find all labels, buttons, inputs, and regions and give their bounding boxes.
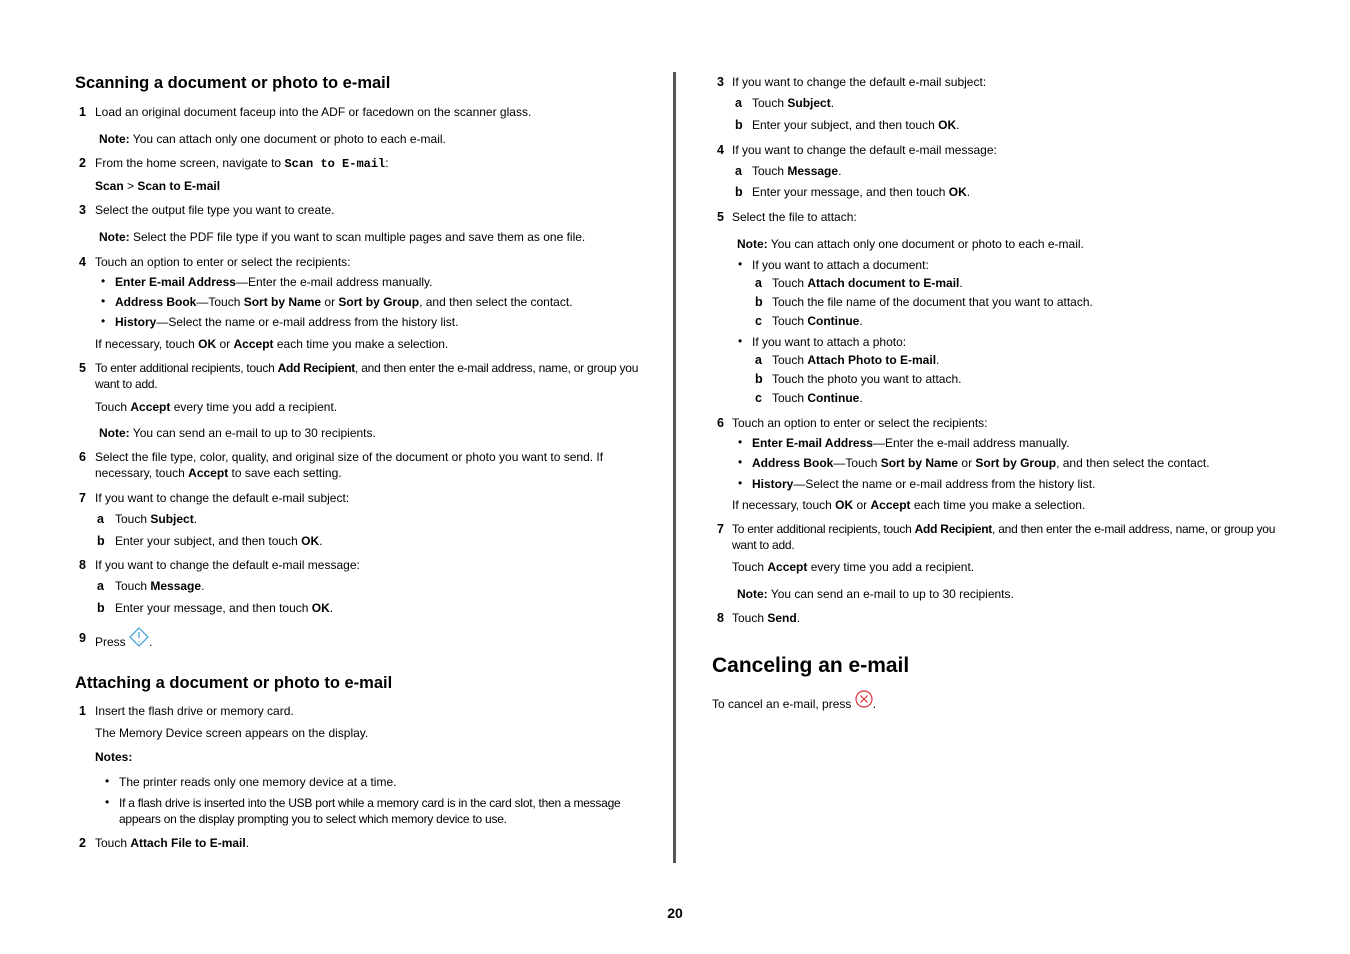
r-step-3b-text: Enter your subject, and then touch OK. <box>752 118 960 132</box>
r-step-3a-text: Touch Subject. <box>752 96 835 110</box>
option-enter-email: Enter E-mail Address—Enter the e-mail address manually. <box>115 275 433 289</box>
note-3: Note: Select the PDF file type if you want to scan multiple pages and save them as one file. <box>99 230 586 244</box>
attach-photo-c: Touch Continue. <box>772 391 863 405</box>
cancel-instruction: To cancel an e-mail, press . <box>712 690 876 708</box>
attach-doc-c: Touch Continue. <box>772 314 863 328</box>
attach-doc-a: Touch Attach document to E-mail. <box>772 276 963 290</box>
substep-letter: b <box>755 295 763 309</box>
substep-letter: a <box>755 276 762 290</box>
substep-letter: a <box>755 353 762 367</box>
step-2-text: From the home screen, navigate to Scan to E-mail: <box>95 156 389 171</box>
substep-letter: b <box>97 601 105 615</box>
column-divider <box>673 72 676 863</box>
notes-item-2: If a flash drive is inserted into the USB port while a memory card is in the card slot, then a message appears on the display prompting you to select which memory device to use. <box>119 796 621 826</box>
step-number: 5 <box>79 361 86 375</box>
step-number: 1 <box>79 105 86 119</box>
attach-photo-b: Touch the photo you want to attach. <box>772 372 962 386</box>
step-number: 8 <box>717 611 724 625</box>
step-number: 1 <box>79 704 86 718</box>
r-touch-accept-text: Touch Accept every time you add a recipient. <box>732 560 975 574</box>
bullet: • <box>738 476 743 490</box>
if-necessary-text: If necessary, touch OK or Accept each time you make a selection. <box>95 337 449 351</box>
bullet: • <box>105 774 110 788</box>
bullet: • <box>738 435 743 449</box>
substep-letter: c <box>755 391 762 405</box>
r-step-3-text: If you want to change the default e-mail subject: <box>732 75 987 89</box>
r-option-address-book: Address Book—Touch Sort by Name or Sort by Group, and then select the contact. <box>752 456 1210 470</box>
r-note-5: Note: You can attach only one document or photo to each e-mail. <box>737 237 1084 251</box>
cancel-icon <box>855 690 873 708</box>
step-number: 3 <box>79 203 86 217</box>
canceling-email-heading: Canceling an e-mail <box>712 654 910 677</box>
touch-accept-text: Touch Accept every time you add a recipient. <box>95 400 338 414</box>
option-address-book: Address Book—Touch Sort by Name or Sort by Group, and then select the contact. <box>115 295 573 309</box>
navigation-path: Scan > Scan to E-mail <box>95 179 221 193</box>
r-step-8-text: Touch Send. <box>732 611 801 625</box>
step-number: 7 <box>717 522 724 536</box>
step-number: 4 <box>79 255 86 269</box>
substep-letter: b <box>755 372 763 386</box>
note-5: Note: You can send an e-mail to up to 30 recipients. <box>99 426 376 440</box>
notes-label: Notes: <box>95 750 133 764</box>
step-number: 2 <box>79 156 86 170</box>
step-number: 4 <box>717 143 724 157</box>
start-icon <box>129 627 149 647</box>
scan-to-email-heading: Scanning a document or photo to e-mail <box>75 74 391 92</box>
attach-step-1-text: Insert the flash drive or memory card. <box>95 704 294 718</box>
substep-letter: b <box>735 118 743 132</box>
r-option-history: History—Select the name or e-mail address from the history list. <box>752 477 1096 491</box>
notes-item-1: The printer reads only one memory device at a time. <box>119 775 397 789</box>
attach-doc-b: Touch the file name of the document that you want to attach. <box>772 295 1093 309</box>
r-step-4-text: If you want to change the default e-mail message: <box>732 143 997 157</box>
note-1: Note: You can attach only one document or photo to each e-mail. <box>99 132 446 146</box>
substep-letter: a <box>735 96 742 110</box>
step-7-text: If you want to change the default e-mail subject: <box>95 491 350 505</box>
step-3-text: Select the output file type you want to create. <box>95 203 335 217</box>
bullet: • <box>738 455 743 469</box>
attach-photo-a: Touch Attach Photo to E-mail. <box>772 353 940 367</box>
step-number: 9 <box>79 631 86 645</box>
substep-letter: c <box>755 314 762 328</box>
attach-photo-bullet: If you want to attach a photo: <box>752 335 907 349</box>
r-step-4b-text: Enter your message, and then touch OK. <box>752 185 971 199</box>
r-note-7: Note: You can send an e-mail to up to 30 recipients. <box>737 587 1014 601</box>
step-9-text: Press . <box>95 627 152 647</box>
bullet: • <box>101 294 106 308</box>
memory-device-text: The Memory Device screen appears on the display. <box>95 726 369 740</box>
option-history: History—Select the name or e-mail address from the history list. <box>115 315 459 329</box>
r-if-necessary-text: If necessary, touch OK or Accept each time you make a selection. <box>732 498 1086 512</box>
step-8b-text: Enter your message, and then touch OK. <box>115 601 334 615</box>
substep-letter: b <box>97 534 105 548</box>
step-4-text: Touch an option to enter or select the recipients: <box>95 255 351 269</box>
step-number: 2 <box>79 836 86 850</box>
step-number: 3 <box>717 75 724 89</box>
r-step-6-text: Touch an option to enter or select the recipients: <box>732 416 988 430</box>
r-step-7-text: To enter additional recipients, touch Add Recipient, and then enter the e-mail address, name, or group you want to add. <box>732 522 1276 552</box>
step-7b-text: Enter your subject, and then touch OK. <box>115 534 323 548</box>
substep-letter: a <box>97 579 104 593</box>
page-number: 20 <box>667 905 683 921</box>
step-number: 8 <box>79 558 86 572</box>
step-6-text: Select the file type, color, quality, and original size of the document or photo you want to send. If necessary, touch Accept to save each setting. <box>95 450 604 480</box>
attach-step-2-text: Touch Attach File to E-mail. <box>95 836 250 850</box>
step-7a-text: Touch Subject. <box>115 512 198 526</box>
step-8a-text: Touch Message. <box>115 579 205 593</box>
attach-document-heading: Attaching a document or photo to e-mail <box>75 674 393 692</box>
step-number: 7 <box>79 491 86 505</box>
bullet: • <box>101 274 106 288</box>
bullet: • <box>101 314 106 328</box>
substep-letter: a <box>97 512 104 526</box>
step-number: 6 <box>79 450 86 464</box>
step-5-text: To enter additional recipients, touch Add Recipient, and then enter the e-mail address, name, or group you want to add. <box>95 361 639 391</box>
substep-letter: a <box>735 164 742 178</box>
substep-letter: b <box>735 185 743 199</box>
r-step-4a-text: Touch Message. <box>752 164 842 178</box>
step-number: 6 <box>717 416 724 430</box>
bullet: • <box>738 334 743 348</box>
r-option-enter-email: Enter E-mail Address—Enter the e-mail address manually. <box>752 436 1070 450</box>
r-step-5-text: Select the file to attach: <box>732 210 857 224</box>
step-number: 5 <box>717 210 724 224</box>
bullet: • <box>738 257 743 271</box>
step-8-text: If you want to change the default e-mail message: <box>95 558 360 572</box>
bullet: • <box>105 795 110 809</box>
step-1-text: Load an original document faceup into the ADF or facedown on the scanner glass. <box>95 105 532 119</box>
attach-doc-bullet: If you want to attach a document: <box>752 258 929 272</box>
